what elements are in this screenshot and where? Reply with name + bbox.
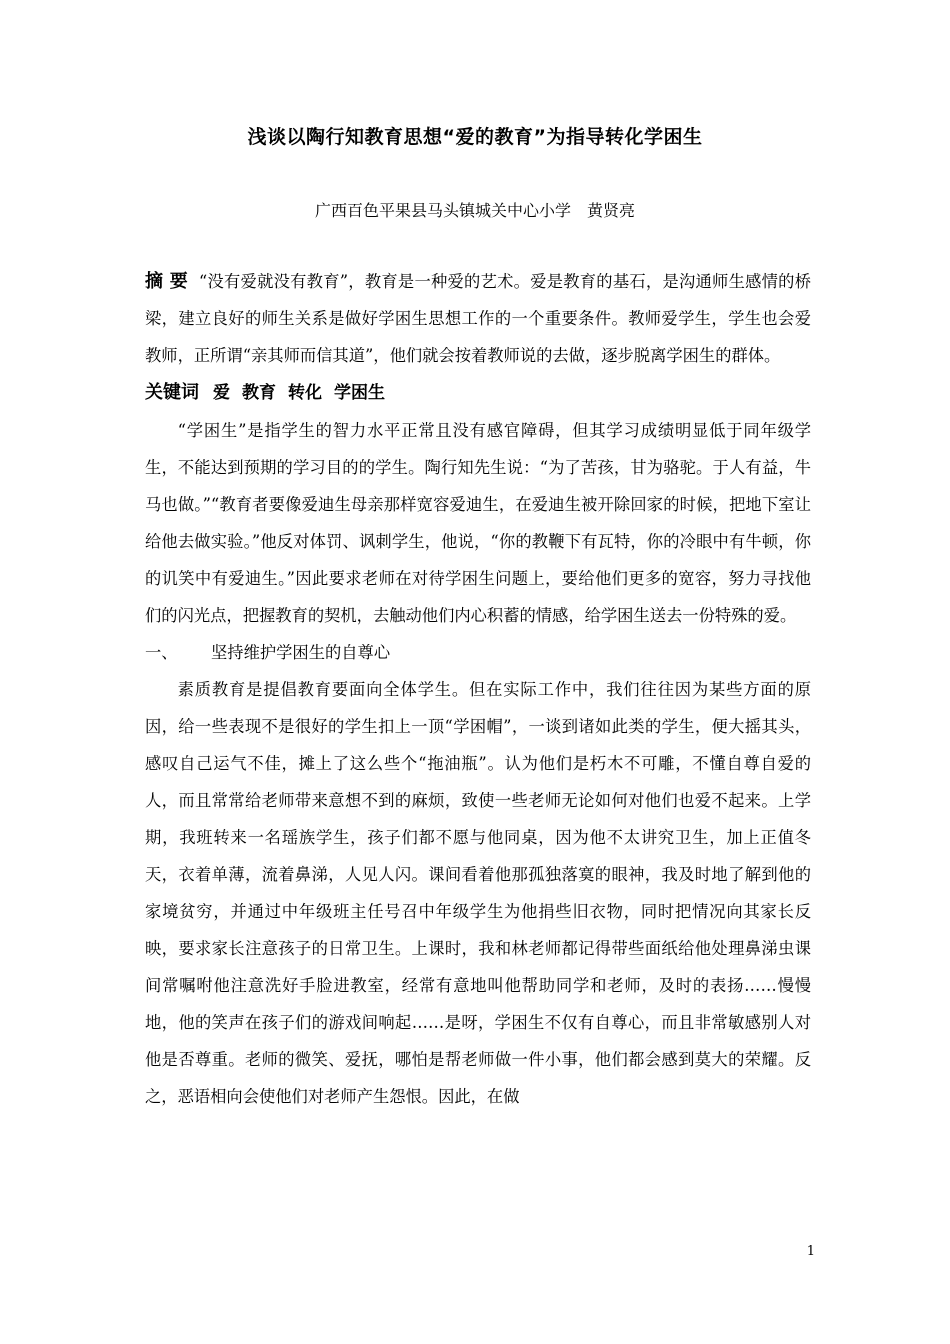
keywords-label: 关键词 — [145, 382, 199, 403]
section-paragraph: 素质教育是提倡教育要面向全体学生。但在实际工作中，我们往往因为某些方面的原因，给一些表现不是很好的学生扣上一顶“学困帽”，一谈到诸如此类的学生，便大摇其头，感叹自己运气不佳，摊上了这么些个“拖油瓶”。认为他们是朽木不可雕，不懂自尊自爱的人，而且常常给老师带来意想不到的麻烦，致使一些老师无论如何对他们也爱不起来。上学期，我班转来一名瑶族学生，孩子们都不愿与他同桌，因为他不太讲究卫生，加上正值冬天，衣着单薄，流着鼻涕，人见人闪。课间看着他那孤独落寞的眼神，我及时地了解到他的家境贫穷，并通过中年级班主任号召中年级学生为他捐些旧衣物，同时把情况向其家长反映，要求家长注意孩子的日常卫生。上课时，我和林老师都记得带些面纸给他处理鼻涕虫课间常嘱咐他注意洗好手脸进教室，经常有意地叫他帮助同学和老师，及时的表扬……慢慢地，他的笑声在孩子们的游戏间响起……是呀，学困生不仅有自尊心，而且非常敏感别人对他是否尊重。老师的微笑、爱抚，哪怕是帮老师做一件小事，他们都会感到莫大的荣耀。反之，恶语相向会使他们对老师产生怨恨。因此，在做 — [145, 680, 811, 1106]
keywords-line — [145, 374, 811, 412]
section-title: 坚持维护学困生的自尊心 — [211, 643, 391, 662]
keyword: 教育 — [242, 383, 276, 403]
abstract-text: “没有爱就没有教育”，教育是一种爱的艺术。爱是教育的基石，是沟通师生感情的桥梁，建立良好的师生关系是做好学困生思想工作的一个重要条件。教师爱学生，学生也会爱教师，正所谓“亲其师而信其道”，他们就会按着教师说的去做，逐步脱离学困生的群体。 — [145, 272, 811, 365]
keyword: 爱 — [213, 383, 230, 403]
keyword: 学困生 — [334, 383, 385, 403]
intro-paragraph: “学困生”是指学生的智力水平正常且没有感官障碍，但其学习成绩明显低于同年级学生，不能达到预期的学习目的的学生。陶行知先生说：“为了苦孩，甘为骆驼。于人有益，牛马也做。”“教育者要像爱迪生母亲那样宽容爱迪生，在爱迪生被开除回家的时候，把地下室让给他去做实验。”他反对体罚、讽刺学生，他说，“你的教鞭下有瓦特，你的冷眼中有牛顿，你的讥笑中有爱迪生。”因此要求老师在对待学困生问题上，要给他们更多的宽容，努力寻找他们的闪光点，把握教育的契机，去触动他们内心积蓄的情感，给学困生送去一份特殊的爱。 — [145, 421, 811, 625]
section-number: 一、 — [145, 643, 178, 662]
abstract-paragraph — [145, 263, 811, 374]
document-title: 浅谈以陶行知教育思想“爱的教育”为指导转化学困生 — [247, 126, 703, 148]
section-heading — [145, 634, 811, 671]
document-body — [145, 263, 811, 1115]
abstract-label: 摘 要 — [145, 271, 189, 292]
author-line: 广西百色平果县马头镇城关中心小学 黄贤亮 — [314, 201, 635, 220]
page-number: 1 — [806, 1244, 815, 1259]
keyword: 转化 — [288, 383, 322, 403]
